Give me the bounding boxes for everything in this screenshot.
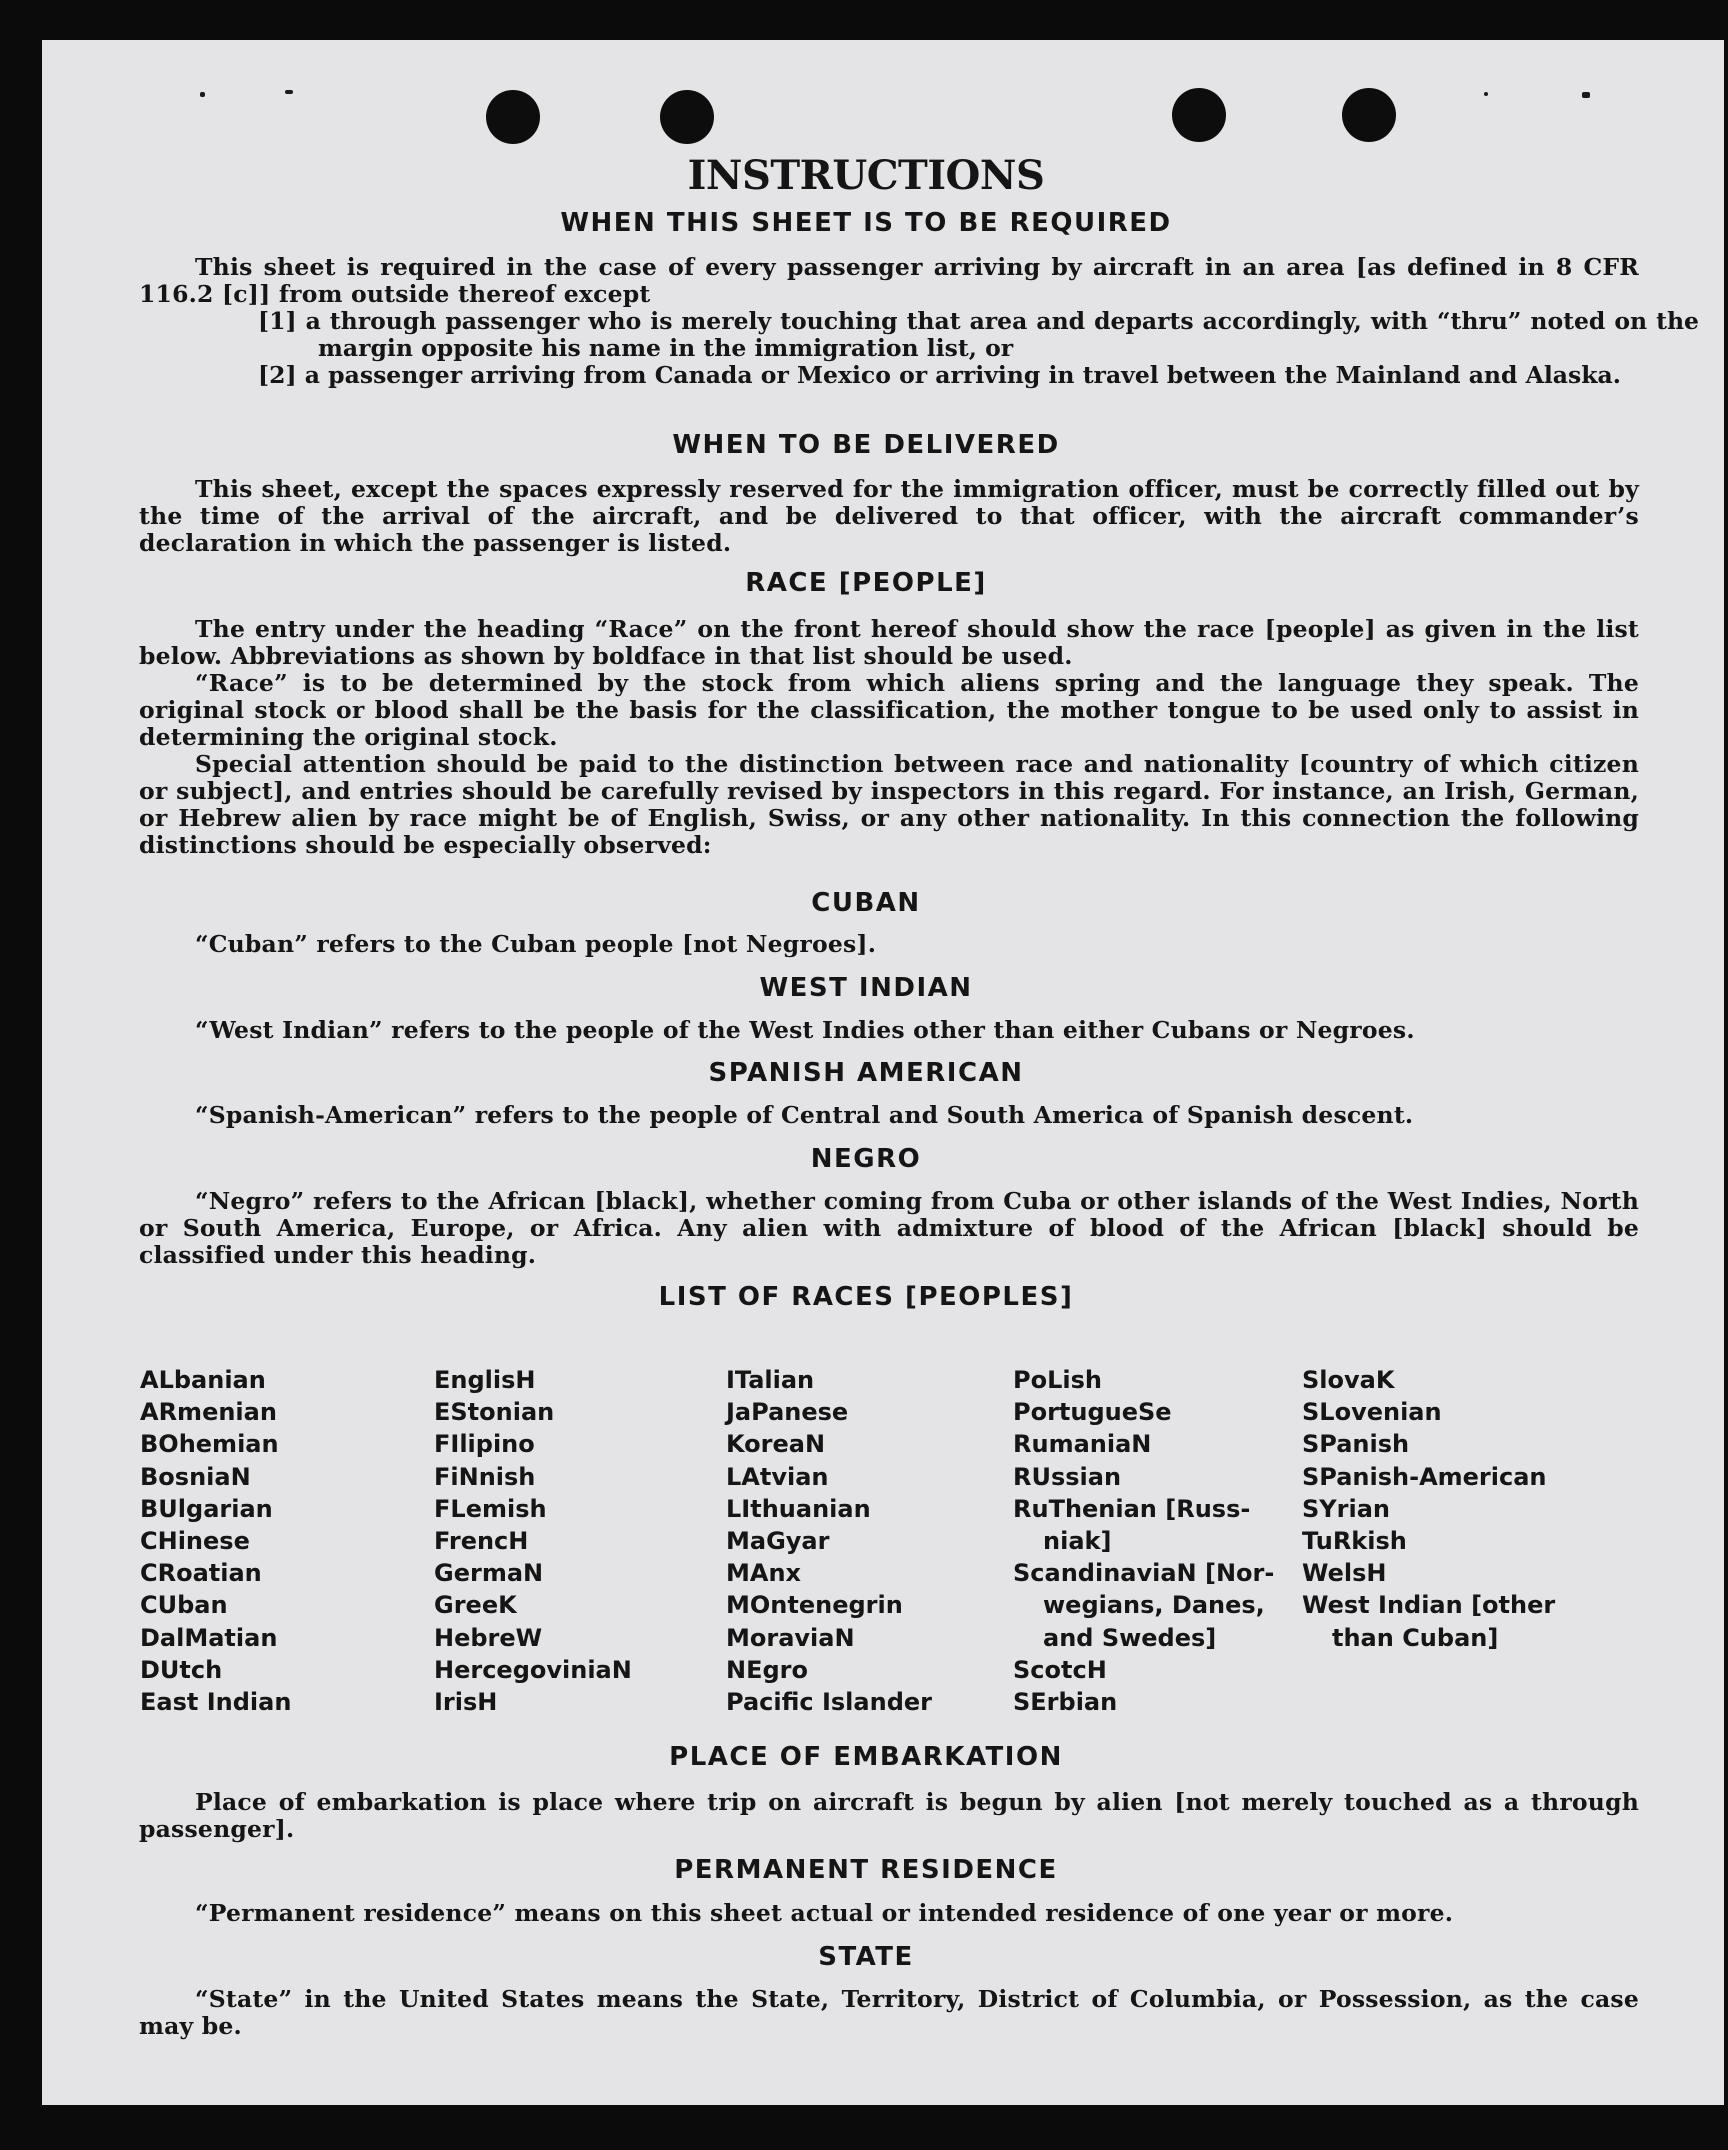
when-delivered-text: This sheet, except the spaces expressly reserved for the immigration officer, must be correctly filled out by the time of the arrival of the aircraft, and be delivered to that officer, with the aircraft commander’s declaration in which the passenger is listed. (139, 475, 1639, 557)
state-text: “State” in the United States means the State, Territory, District of Columbia, or Possession, as the case may be. (139, 1985, 1639, 2040)
race-item: CRoatian (140, 1559, 262, 1588)
race-item: ScotcH (1013, 1655, 1107, 1684)
race-item: CUban (140, 1591, 228, 1620)
race-item: KoreaN (726, 1430, 826, 1459)
race-item: MaGyar (726, 1527, 830, 1556)
race-item: SErbian (1013, 1688, 1118, 1717)
heading-state: STATE (818, 1942, 914, 1972)
page-title: INSTRUCTIONS (687, 152, 1045, 199)
race-item: BOhemian (140, 1430, 279, 1459)
embarkation-text: Place of embarkation is place where trip on aircraft is begun by alien [not merely touched as a through passenger]. (139, 1788, 1639, 1843)
race-item: East Indian (140, 1688, 292, 1717)
race-list-column-3 (726, 1364, 996, 1718)
race-item: SPanish (1302, 1430, 1410, 1459)
race-list-column-2 (434, 1364, 704, 1718)
race-item: ITalian (726, 1366, 815, 1394)
race-item: MOntenegrin (726, 1591, 903, 1620)
race-item: SlovaK (1302, 1366, 1395, 1394)
punch-hole (660, 90, 714, 144)
speck (200, 92, 205, 97)
race-item: HebreW (434, 1623, 543, 1652)
west-indian-text: “West Indian” refers to the people of the West Indies other than either Cubans or Negroes. (195, 1016, 1415, 1044)
document-sheet (42, 40, 1724, 2105)
heading-list-of-races: LIST OF RACES [PEOPLES] (658, 1282, 1074, 1312)
race-item: NEgro (726, 1655, 808, 1684)
race-item: GermaN (434, 1559, 544, 1588)
heading-embarkation: PLACE OF EMBARKATION (669, 1742, 1063, 1772)
heading-west-indian: WEST INDIAN (759, 973, 973, 1003)
heading-when-delivered: WHEN TO BE DELIVERED (672, 430, 1060, 460)
race-item: PortugueSe (1013, 1398, 1172, 1427)
heading-when-required: WHEN THIS SHEET IS TO BE REQUIRED (560, 208, 1172, 238)
cuban-text: “Cuban” refers to the Cuban people [not Negroes]. (195, 930, 877, 958)
race-item: HercegoviniaN (434, 1655, 632, 1684)
heading-race: RACE [PEOPLE] (745, 568, 987, 598)
race-item: JaPanese (726, 1398, 849, 1427)
race-paragraph-1: The entry under the heading “Race” on the front hereof should show the race [people] as given in the list below. Abbreviations as shown by boldface in that list should be used. (139, 615, 1639, 670)
race-paragraph-2: “Race” is to be determined by the stock from which aliens spring and the language they speak. The original stock or blood shall be the basis for the classification, the mother tongue to be used only to assist in determining the original stock. (139, 669, 1639, 751)
punch-hole (486, 90, 540, 144)
speck (1484, 92, 1488, 96)
race-item: RUssian (1013, 1462, 1122, 1491)
race-item: West Indian [other than Cuban] (1302, 1591, 1556, 1652)
race-item: ScandinaviaN [Nor- wegians, Danes, and Swedes] (1013, 1559, 1275, 1652)
negro-text: “Negro” refers to the African [black], whether coming from Cuba or other islands of the West Indies, North or South America, Europe, or Africa. Any alien with admixture of blood of the African [black] should be classified under this heading. (139, 1187, 1639, 1269)
heading-cuban: CUBAN (811, 888, 921, 918)
race-item: PoLish (1013, 1366, 1102, 1394)
spanish-american-text: “Spanish-American” refers to the people of Central and South America of Spanish descent. (195, 1101, 1414, 1129)
when-required-intro: This sheet is required in the case of every passenger arriving by aircraft in an area [as defined in 8 CFR 116.2 [c]] from outside thereof except (139, 253, 1639, 308)
race-item: TuRkish (1302, 1527, 1407, 1556)
race-item: ARmenian (140, 1398, 277, 1427)
when-required-item-2: [2] a passenger arriving from Canada or Mexico or arriving in travel between the Mainland and Alaska. (258, 361, 1621, 389)
race-item: GreeK (434, 1591, 517, 1620)
race-item: CHinese (140, 1527, 250, 1556)
race-item: WelsH (1302, 1559, 1387, 1588)
heading-negro: NEGRO (810, 1144, 922, 1174)
race-item: MAnx (726, 1559, 802, 1588)
race-item: Pacific Islander (726, 1688, 932, 1717)
race-item: RumaniaN (1013, 1430, 1152, 1459)
race-item: LIthuanian (726, 1494, 871, 1523)
race-item: FIlipino (434, 1430, 535, 1459)
race-item: SYrian (1302, 1494, 1391, 1523)
heading-permanent-residence: PERMANENT RESIDENCE (674, 1855, 1058, 1885)
race-item: MoraviaN (726, 1623, 855, 1652)
race-item: BosniaN (140, 1462, 251, 1491)
race-paragraph-3: Special attention should be paid to the distinction between race and nationality [country of which citizen or subject], and entries should be carefully revised by inspectors in this regard. For instance, an Irish, German, or Hebrew alien by race might be of English, Swiss, or any other nationality. In this connection the following distinctions should be especially observed: (139, 750, 1639, 859)
race-item: FiNnish (434, 1462, 536, 1491)
race-list-column-1 (140, 1364, 350, 1718)
race-item: FLemish (434, 1494, 547, 1523)
punch-hole (1342, 88, 1396, 142)
race-item: BUlgarian (140, 1494, 273, 1523)
race-item: LAtvian (726, 1462, 829, 1491)
race-item: ALbanian (140, 1366, 266, 1394)
speck (285, 90, 293, 94)
permanent-residence-text: “Permanent residence” means on this sheet actual or intended residence of one year or more. (195, 1899, 1454, 1927)
race-item: EnglisH (434, 1366, 536, 1394)
speck (1582, 92, 1590, 98)
punch-hole (1172, 88, 1226, 142)
race-item: FrencH (434, 1527, 529, 1556)
race-item: DUtch (140, 1655, 223, 1684)
race-item: DalMatian (140, 1623, 278, 1652)
race-item: EStonian (434, 1398, 555, 1427)
race-item: IrisH (434, 1688, 498, 1717)
when-required-item-1: [1] a through passenger who is merely touching that area and departs accordingly, with “thru” noted on the margin opposite his name in the immigration list, or (258, 307, 1699, 362)
race-list-column-4 (1013, 1364, 1303, 1718)
race-item: SLovenian (1302, 1398, 1442, 1427)
race-item: SPanish-American (1302, 1462, 1547, 1491)
race-list-column-5 (1302, 1364, 1602, 1654)
race-item: RuThenian [Russ- niak] (1013, 1494, 1251, 1556)
heading-spanish-american: SPANISH AMERICAN (708, 1058, 1024, 1088)
